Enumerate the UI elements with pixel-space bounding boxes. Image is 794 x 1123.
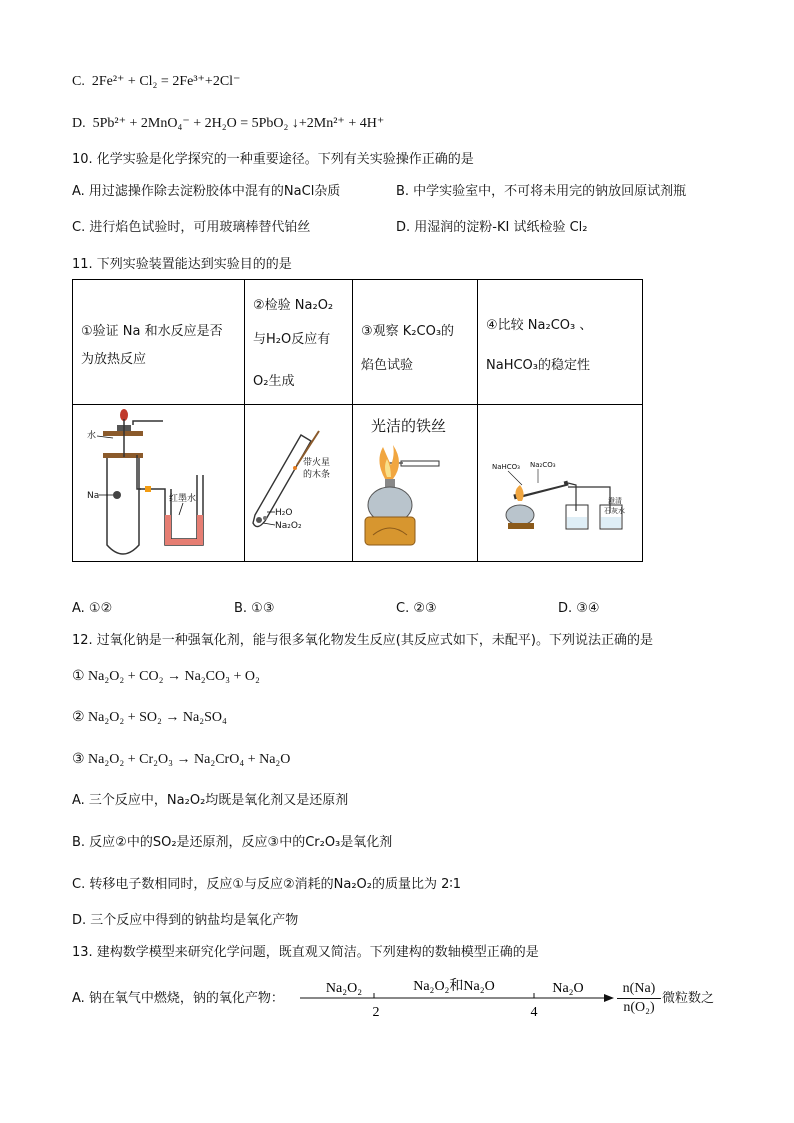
q13-option-a-label: A. 钠在氧气中燃烧，钠的氧化产物： [72, 991, 284, 1006]
q12-option-a: A. 三个反应中，Na₂O₂均既是氧化剂又是还原剂 [72, 793, 349, 808]
q10-option-b: B. 中学实验室中，不可将未用完的钠放回原试剂瓶 [396, 184, 687, 199]
q10-option-d: D. 用湿润的淀粉-KI 试纸检验 Cl₂ [396, 220, 588, 235]
ratio-suffix: 微粒数之 [662, 991, 715, 1006]
tick-label-4: 4 [530, 1005, 538, 1020]
apparatus-cell-3 [353, 405, 478, 562]
q12-reaction-3: ③ Na₂O₂ + Cr₂O₃ → Na₂CrO₄ + Na₂O [72, 752, 291, 767]
alcohol-lamp-diagram [353, 405, 477, 561]
apparatus-cell-2 [245, 405, 353, 562]
spark-wood-label-1: 带火星 [303, 458, 331, 468]
q10-stem: 10. 化学实验是化学探究的一种重要途径。下列有关实验操作正确的是 [72, 152, 474, 167]
number-line [296, 972, 626, 1028]
q11-stem: 11. 下列实验装置能达到实验目的的是 [72, 257, 292, 272]
cell-text: NaHCO₃的稳定性 [486, 358, 590, 373]
header-cell-4 [478, 280, 643, 405]
q12-option-d: D. 三个反应中得到的钠盐均是氧化产物 [72, 913, 299, 928]
ratio-denominator: n(O₂) [617, 998, 661, 1017]
option-label: C. [72, 74, 85, 89]
cell-text: 焰色试验 [361, 358, 414, 373]
equation: 2Fe²⁺ + Cl₂ = 2Fe³⁺+2Cl⁻ [91, 74, 241, 89]
q13-stem: 13. 建构数学模型来研究化学问题，既直观又简洁。下列建构的数轴模型正确的是 [72, 945, 539, 960]
cell-text: ③观察 K₂CO₃的 [361, 324, 455, 339]
header-cell-2 [245, 280, 353, 405]
na2co3-label: Na₂CO₃ [530, 461, 556, 469]
cell-text: 与H₂O反应有 [253, 332, 331, 347]
test-tube-apparatus-diagram [73, 405, 244, 561]
equation: 5Pb²⁺ + 2MnO₄⁻ + 2H₂O = 5PbO₂ ↓+2Mn²⁺ + 4H⁺ [92, 116, 385, 131]
apparatus-cell-4 [478, 405, 643, 562]
axis-arrow-icon [604, 994, 614, 1002]
limewater-label-2: 石灰水 [604, 507, 625, 515]
q9-option-c [72, 73, 240, 91]
q12-reaction-1: ① Na₂O₂ + CO₂ → Na₂CO₃ + O₂ [72, 669, 260, 684]
option-label: D. [72, 116, 86, 131]
spark-wood-label-2: 的木条 [303, 470, 331, 480]
experiment-table [72, 279, 643, 562]
q11-option-c: C. ②③ [396, 601, 437, 616]
cell-text: ②检验 Na₂O₂ [253, 298, 334, 313]
q11-option-a: A. ①② [72, 601, 113, 616]
q11-option-d: D. ③④ [558, 601, 600, 616]
na2o2-label: Na₂O₂ [275, 521, 302, 531]
q12-option-b: B. 反应②中的SO₂是还原剂，反应③中的Cr₂O₃是氧化剂 [72, 835, 393, 850]
q11-option-b: B. ①③ [234, 601, 275, 616]
cell-text: O₂生成 [253, 374, 295, 389]
q12-option-c: C. 转移电子数相同时，反应①与反应②消耗的Na₂O₂的质量比为 2∶1 [72, 877, 462, 892]
h2o-label: H₂O [275, 508, 293, 518]
ratio-fraction [617, 980, 661, 1017]
q12-stem: 12. 过氧化钠是一种强氧化剂，能与很多氧化物发生反应(其反应式如下，未配平)。下列说法正确的是 [72, 633, 653, 648]
cell-text: ④比较 Na₂CO₃ 、 [486, 318, 593, 333]
iron-wire-label: 光洁的铁丝 [371, 417, 447, 435]
q9-option-d [72, 115, 384, 133]
tick-label-2: 2 [372, 1005, 380, 1020]
header-cell-1 [73, 280, 245, 405]
nahco3-label: NaHCO₃ [492, 463, 520, 471]
segment-mixed: Na₂O₂和Na₂O [413, 979, 495, 994]
red-ink-label: 红墨水 [169, 494, 197, 504]
limewater-label-1: 澄清 [608, 497, 622, 505]
cell-text: 为放热反应 [81, 352, 147, 367]
water-label: 水 [87, 431, 97, 441]
apparatus-cell-1 [73, 405, 245, 562]
ratio-numerator: n(Na) [622, 981, 656, 996]
q10-option-a: A. 用过滤操作除去淀粉胶体中混有的NaCl杂质 [72, 184, 341, 199]
segment-na2o2: Na₂O₂ [325, 981, 363, 996]
slanted-test-tube-diagram [245, 405, 352, 561]
segment-na2o: Na₂O [552, 981, 584, 996]
q10-option-c: C. 进行焰色试验时，可用玻璃棒替代铂丝 [72, 220, 311, 235]
header-cell-3 [353, 280, 478, 405]
q12-reaction-2: ② Na₂O₂ + SO₂ → Na₂SO₄ [72, 710, 227, 725]
cell-text: ①验证 Na 和水反应是否 [81, 324, 223, 339]
na-label: Na [87, 491, 100, 501]
thermal-decomposition-diagram [478, 405, 642, 561]
